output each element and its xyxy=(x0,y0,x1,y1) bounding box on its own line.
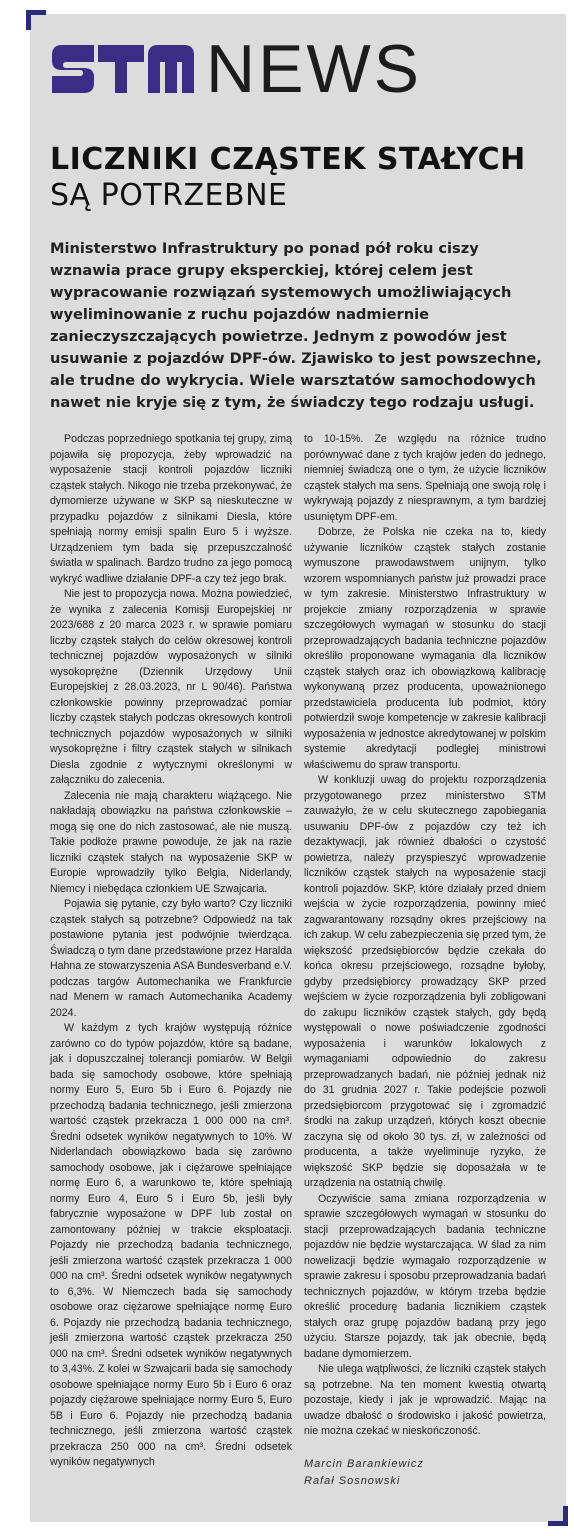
body-paragraph: Nie jest to propozycja nowa. Można powiedzieć, że wynika z zalecenia Komisji Europejskiej nr 2023/688 z 20 marca 2023 r. w sprawie pomiaru liczby cząstek stałych do celów okresowej kontroli technicznej pojazdów wyposażonych w silniki wysokoprężne (Dziennik Urzędowy Unii Europejskiej z 28.03.2023, nr L 90/46). Państwa członkowskie powinny przeprowadzać pomiar liczby cząstek stałych podczas okresowych kontroli technicznych pojazdów wyposażonych w silniki wysokoprężne i filtry cząstek stałych w silnikach Diesla zgodnie z wytycznymi określonymi w załączniku do zalecenia. xyxy=(50,588,292,786)
article-authors xyxy=(304,1456,546,1490)
body-paragraph: Podczas poprzedniego spotkania tej grupy, zimą pojawiła się propozycja, żeby wprowadzić na wyposażenie stacji kontroli pojazdów liczniki cząstek stałych. Nikogo nie trzeba przekonywać, że dymomierze używane w SKP są nieskuteczne w przypadku pojazdów z silnikami Diesla, które spełniają normy emisji spalin Euro 5 i wyższe. Urządzeniem tym bada się przepuszczalność światła w spalinach. Bardzo trudno za jego pomocą wykryć wadliwe działanie DPF-a czy też jego brak. xyxy=(50,433,293,585)
body-paragraph: W każdym z tych krajów występują różnice zarówno co do typów pojazdów, które są badane, jak i dopuszczalnej tolerancji pomiarów. W Belgii bada się samochody osobowe, które spełniają normy Euro 5, Euro 5b i Euro 6. Pojazdy nie przechodzą badania technicznego, jeśli zmierzona wartość cząstek przekracza 1 000 000 na cm³. Średni odsetek wyników negatywnych to 10%. W Niderlandach obowiązkowo bada się zarówno samochody osobowe, jak i ciężarowe spełniające normę Euro 6, a warunkowo te, które spełniają normy Euro 4, Euro 5 i Euro 5b, jeśli były fabrycznie wyposażone w DPF lub został on zamontowany później w trakcie eksploatacji. Pojazdy nie przechodzą badania technicznego, jeśli zmierzona wartość cząstek przekracza 1 000 000 na cm³. Średni odsetek wyników negatywnych to 6,3%. W Niemczech bada się samochody osobowe oraz ciężarowe spełniające normę Euro 6. Pojazdy nie przechodzą badania technicznego, jeśli zmierzona wartość cząstek przekracza 250 000 na cm³. Średni odsetek wyników negatywnych to 3,43%. Z kolei w Szwajcarii bada się samochody osobowe spełniające normy Euro 5b i Euro 6 oraz pojazdy ciężarowe spełniające normy Euro 5, Euro 5B i Euro 6. Pojazdy nie przechodzą badania technicznego, jeśli zmierzona wartość cząstek przekracza 250 000 na cm³. Średni odsetek wyników negatywnych xyxy=(50,1022,292,1468)
article-headline xyxy=(50,142,550,214)
corner-bracket-top-left xyxy=(26,10,46,30)
headline-line-2: SĄ POTRZEBNE xyxy=(50,178,288,213)
article-lead xyxy=(50,238,550,414)
headline-line-1: LICZNIKI CZĄSTEK STAŁYCH xyxy=(50,142,526,177)
body-column-left xyxy=(50,432,292,1490)
stm-logo xyxy=(50,43,196,95)
body-paragraph: W konkluzji uwag do projektu rozporządzenia przygotowanego przez ministerstwo STM zauważyło, że w celu skutecznego zapobiegania usuwaniu DPF-ów z pojazdów czy też ich dezaktywacji, jak również dbałości o czystość powietrza, należy przyspieszyć wprowadzenie liczników cząstek stałych na wyposażenie stacji kontroli pojazdów. SKP, które działały przed dniem wejścia w życie rozporządzenia, powinny mieć zagwarantowany rozsądny okres przejściowy na ich zakup. W celu zabezpieczenia się przed tym, że większość przedsiębiorców będzie czekała do końca okresu przejściowego, rozsądne byłoby, gdyby przedsiębiorcy prowadzący SKP przed wejściem w życie rozporządzenia byli zobligowani do zakupu liczników cząstek stałych, gdy będą występowali o nowe poświadczenie zgodności wyposażenia i warunków lokalowych z wymaganiami odpowiednio do zakresu przeprowadzanych badań, nie później jednak niż do 31 grudnia 2027 r. Takie podejście pozwoli przedsiębiorcom przygotować się i zgromadzić środki na zakup urządzeń, których koszt obecnie zaczyna się od około 30 tys. zł, w zależności od producenta, a także wyeliminuje ryzyko, że większość SKP będzie się doposażała w te urządzenia na ostatnią chwilę. xyxy=(304,774,547,1189)
body-paragraph: Nie ulega wątpliwości, że liczniki cząstek stałych są potrzebne. Na ten moment kwestią otwartą pozostaje, kiedy i jak je wprowadzić. Mając na uwadze dbałość o środowisko i jakość powietrza, nie można czekać w nieskończoność. xyxy=(304,1363,546,1437)
body-paragraph: Oczywiście sama zmiana rozporządzenia w sprawie szczegółowych wymagań w stosunku do stacji przeprowadzających badania techniczne pojazdów nie będzie wystarczająca. W ślad za nim nowelizacji będzie wymagało rozporządzenie w sprawie zakresu i sposobu przeprowadzania badań technicznych pojazdów, w którym trzeba będzie określić procedurę badania licznikiem cząstek stałych oraz grupę pojazdów badaną przy jego użyciu. Starsze pojazdy, tak jak obecnie, będą badane dymomierzem. xyxy=(304,1192,546,1360)
body-paragraph: Dobrze, że Polska nie czeka na to, kiedy używanie liczników cząstek stałych zostanie wymuszone prawodawstwem unijnym, tylko wzorem wspomnianych państw już prowadzi prace w tym zakresie. Ministerstwo Infrastruktury w projekcie zmiany rozporządzenia w sprawie szczegółowych wymagań w stosunku do stacji przeprowadzających badania techniczne pojazdów określiło proponowane wymagania dla liczników cząstek stałych oraz ich obowiązkową kalibrację wykonywaną przez producenta, upoważnionego przedstawiciela producenta lub podmiot, który potwierdził swoje kompetencje w zakresie kalibracji wyposażenia w jednostce akredytowanej w polskim systemie akredytacji podległej ministrowi właściwemu do spraw transportu. xyxy=(304,526,546,771)
lead-paragraph: Ministerstwo Infrastruktury po ponad pół roku ciszy wznawia prace grupy eksperckiej, której celem jest wypracowanie rozwiązań systemowych umożliwiających wyeliminowanie z ruchu pojazdów nadmiernie zanieczyszczających powietrze. Jednym z powodów jest usuwanie z pojazdów DPF-ów. Zjawisko to jest powszechne, ale trudne do wykrycia. Wiele warsztatów samochodowych nawet nie kryje się z tym, że świadczy tego rodzaju usługi. xyxy=(50,240,542,411)
masthead xyxy=(50,31,422,107)
author-name: Rafał Sosnowski xyxy=(304,1474,401,1487)
body-paragraph: Zalecenia nie mają charakteru wiążącego. Nie nakładają obowiązku na państwa członkowskie – mogą się one do nich zastosować, ale nie muszą. Takie podłoże prawne powoduje, że jak na razie liczniki cząstek stałych na wyposażenie SKP w Europie wprowadziły tylko Belgia, Niderlandy, Niemcy i niebędąca członkiem UE Szwajcaria. xyxy=(50,789,292,895)
body-paragraph: Pojawia się pytanie, czy było warto? Czy liczniki cząstek stałych są potrzebne? Odpowiedź na tak postawione pytania jest podwójnie twierdząca. Świadczą o tym dane przedstawione przez Haralda Hahna ze stowarzyszenia ASA Bundesverband e.V. podczas targów Automechanika we Frankfurcie nad Menem w ramach Automechanika Academy 2024. xyxy=(50,898,292,1019)
body-paragraph-continued: to 10-15%. Ze względu na różnice trudno porównywać dane z tych krajów jeden do jednego, niemniej świadczą one o tym, że użycie liczników cząstek stałych ma sens. Spełniają one swoją rolę i wykrywają pojazdy z niesprawnym, a tym bardziej usuniętym DPF-em. xyxy=(304,433,546,523)
author-name: Marcin Barankiewicz xyxy=(304,1457,424,1470)
body-column-right xyxy=(304,432,546,1490)
corner-bracket-bottom-right xyxy=(548,1506,568,1526)
news-label: NEWS xyxy=(206,31,422,107)
article-body xyxy=(50,432,546,1490)
